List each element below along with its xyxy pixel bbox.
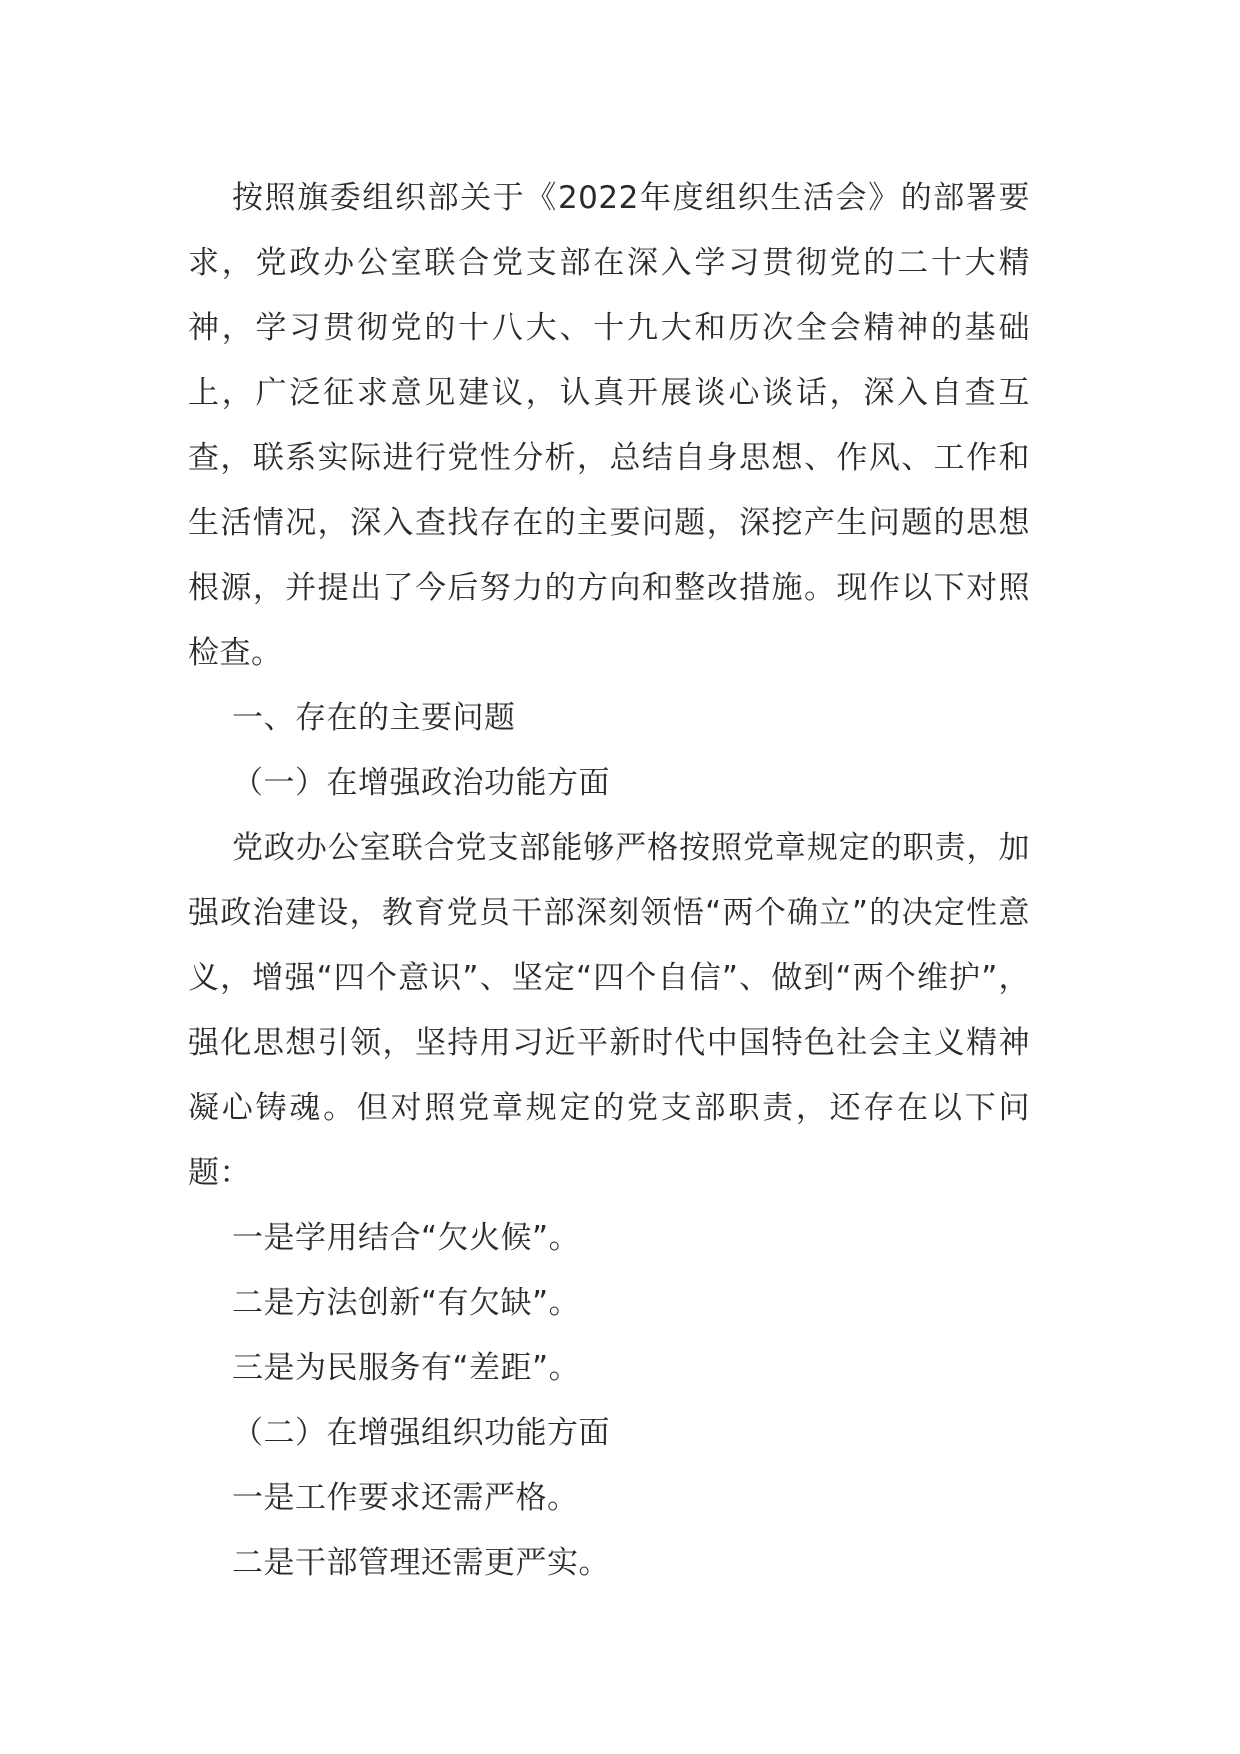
issue-item-2: 二是方法创新“有欠缺”。 bbox=[232, 1285, 581, 1321]
section-heading-1: 一、存在的主要问题 bbox=[232, 700, 516, 736]
issue-item-1: 一是学用结合“欠火候”。 bbox=[232, 1220, 581, 1256]
issue-item-3: 三是为民服务有“差距”。 bbox=[232, 1350, 581, 1386]
document-body bbox=[188, 166, 1030, 1596]
subsection-heading-2: （二）在增强组织功能方面 bbox=[232, 1415, 610, 1451]
org-issue-item-2: 二是干部管理还需更严实。 bbox=[232, 1545, 610, 1581]
political-function-paragraph: 党政办公室联合党支部能够严格按照党章规定的职责，加强政治建设，教育党员干部深刻领悟“两个确立”的决定性意义，增强“四个意识”、坚定“四个自信”、做到“两个维护”，强化思想引领，坚持用习近平新时代中国特色社会主义精神凝心铸魂。但对照党章规定的党支部职责，还存在以下问题： bbox=[188, 830, 1030, 1191]
org-issue-item-1: 一是工作要求还需严格。 bbox=[232, 1480, 579, 1516]
subsection-heading-1: （一）在增强政治功能方面 bbox=[232, 765, 610, 801]
intro-paragraph: 按照旗委组织部关于《2022年度组织生活会》的部署要求，党政办公室联合党支部在深入学习贯彻党的二十大精神，学习贯彻党的十八大、十九大和历次全会精神的基础上，广泛征求意见建议，认真开展谈心谈话，深入自查互查，联系实际进行党性分析，总结自身思想、作风、工作和生活情况，深入查找存在的主要问题，深挖产生问题的思想根源，并提出了今后努力的方向和整改措施。现作以下对照检查。 bbox=[188, 180, 1030, 671]
